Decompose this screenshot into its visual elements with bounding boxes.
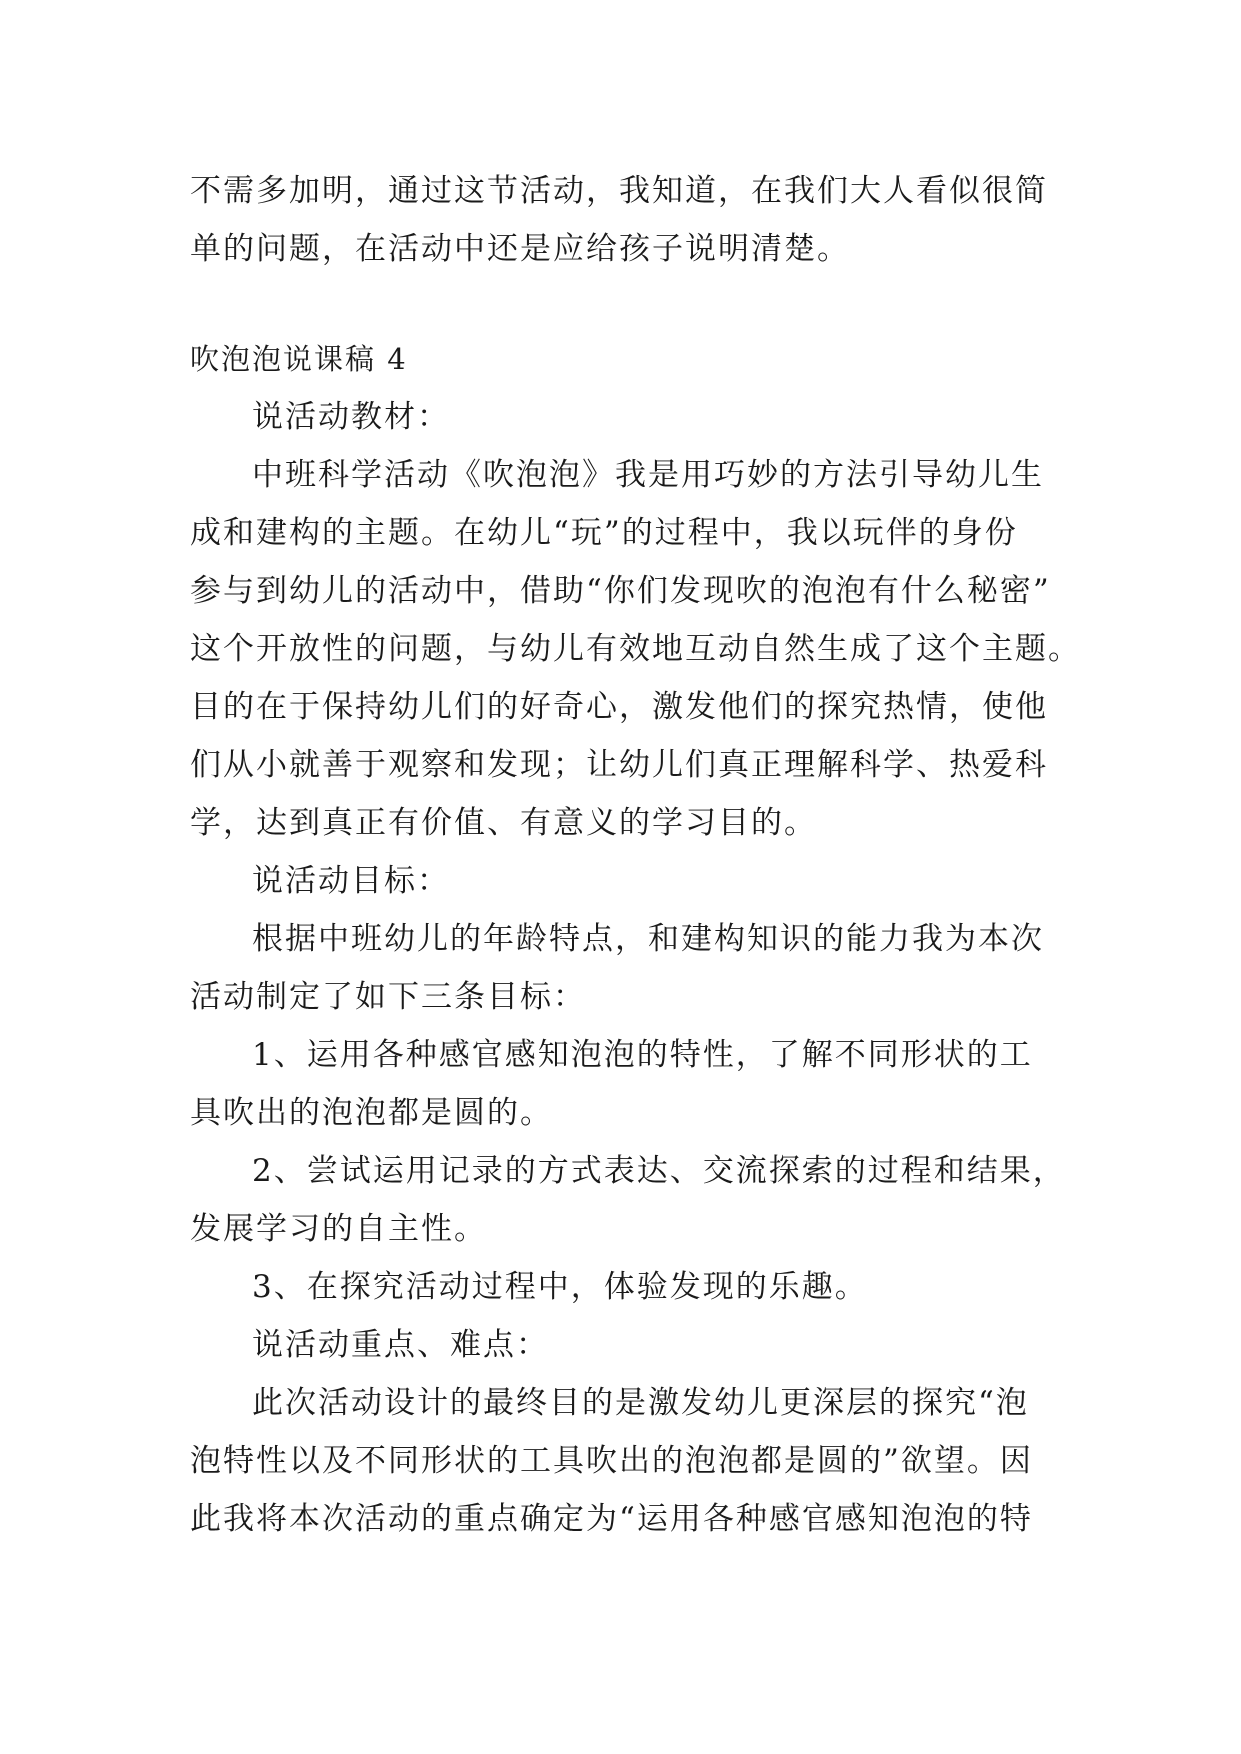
text-line: 单的问题，在活动中还是应给孩子说明清楚。 bbox=[190, 231, 850, 267]
text-line: 此次活动设计的最终目的是激发幼儿更深层的探究“泡 bbox=[252, 1385, 1029, 1421]
text-line: 具吹出的泡泡都是圆的。 bbox=[190, 1095, 553, 1131]
paragraph-material bbox=[190, 446, 1081, 852]
text-line: 2、尝试运用记录的方式表达、交流探索的过程和结果， bbox=[252, 1153, 1066, 1189]
goal-item-2 bbox=[190, 1142, 1066, 1258]
text-line: 发展学习的自主性。 bbox=[190, 1211, 487, 1247]
goal-item-1 bbox=[190, 1026, 1060, 1142]
heading-goals: 说活动目标： bbox=[252, 863, 450, 899]
text-line: 这个开放性的问题，与幼儿有效地互动自然生成了这个主题。 bbox=[190, 631, 1081, 667]
paragraph-continuation bbox=[190, 162, 1060, 278]
text-line: 不需多加明，通过这节活动，我知道，在我们大人看似很简 bbox=[190, 173, 1048, 209]
paragraph-goals-intro bbox=[190, 910, 1060, 1026]
text-line: 泡特性以及不同形状的工具吹出的泡泡都是圆的”欲望。因 bbox=[190, 1443, 1033, 1479]
text-line: 成和建构的主题。在幼儿“玩”的过程中，我以玩伴的身份 bbox=[190, 515, 1018, 551]
text-line: 根据中班幼儿的年龄特点，和建构知识的能力我为本次 bbox=[252, 921, 1044, 957]
heading-key-points: 说活动重点、难点： bbox=[252, 1327, 549, 1363]
document-body bbox=[190, 162, 1081, 1548]
paragraph-key-points bbox=[190, 1374, 1060, 1548]
text-line: 中班科学活动《吹泡泡》我是用巧妙的方法引导幼儿生 bbox=[252, 457, 1044, 493]
heading-material: 说活动教材： bbox=[252, 399, 450, 435]
text-line: 此我将本次活动的重点确定为“运用各种感官感知泡泡的特 bbox=[190, 1501, 1033, 1537]
text-line: 1、运用各种感官感知泡泡的特性，了解不同形状的工 bbox=[252, 1037, 1033, 1073]
section-title: 吹泡泡说课稿 4 bbox=[190, 342, 408, 376]
text-line: 活动制定了如下三条目标： bbox=[190, 979, 586, 1015]
text-line: 学，达到真正有价值、有意义的学习目的。 bbox=[190, 805, 817, 841]
text-line: 目的在于保持幼儿们的好奇心，激发他们的探究热情，使他 bbox=[190, 689, 1048, 725]
section-gap bbox=[190, 278, 1060, 330]
text-line: 们从小就善于观察和发现；让幼儿们真正理解科学、热爱科 bbox=[190, 747, 1048, 783]
text-line: 参与到幼儿的活动中，借助“你们发现吹的泡泡有什么秘密” bbox=[190, 573, 1051, 609]
goal-item-3: 3、在探究活动过程中，体验发现的乐趣。 bbox=[252, 1269, 868, 1305]
